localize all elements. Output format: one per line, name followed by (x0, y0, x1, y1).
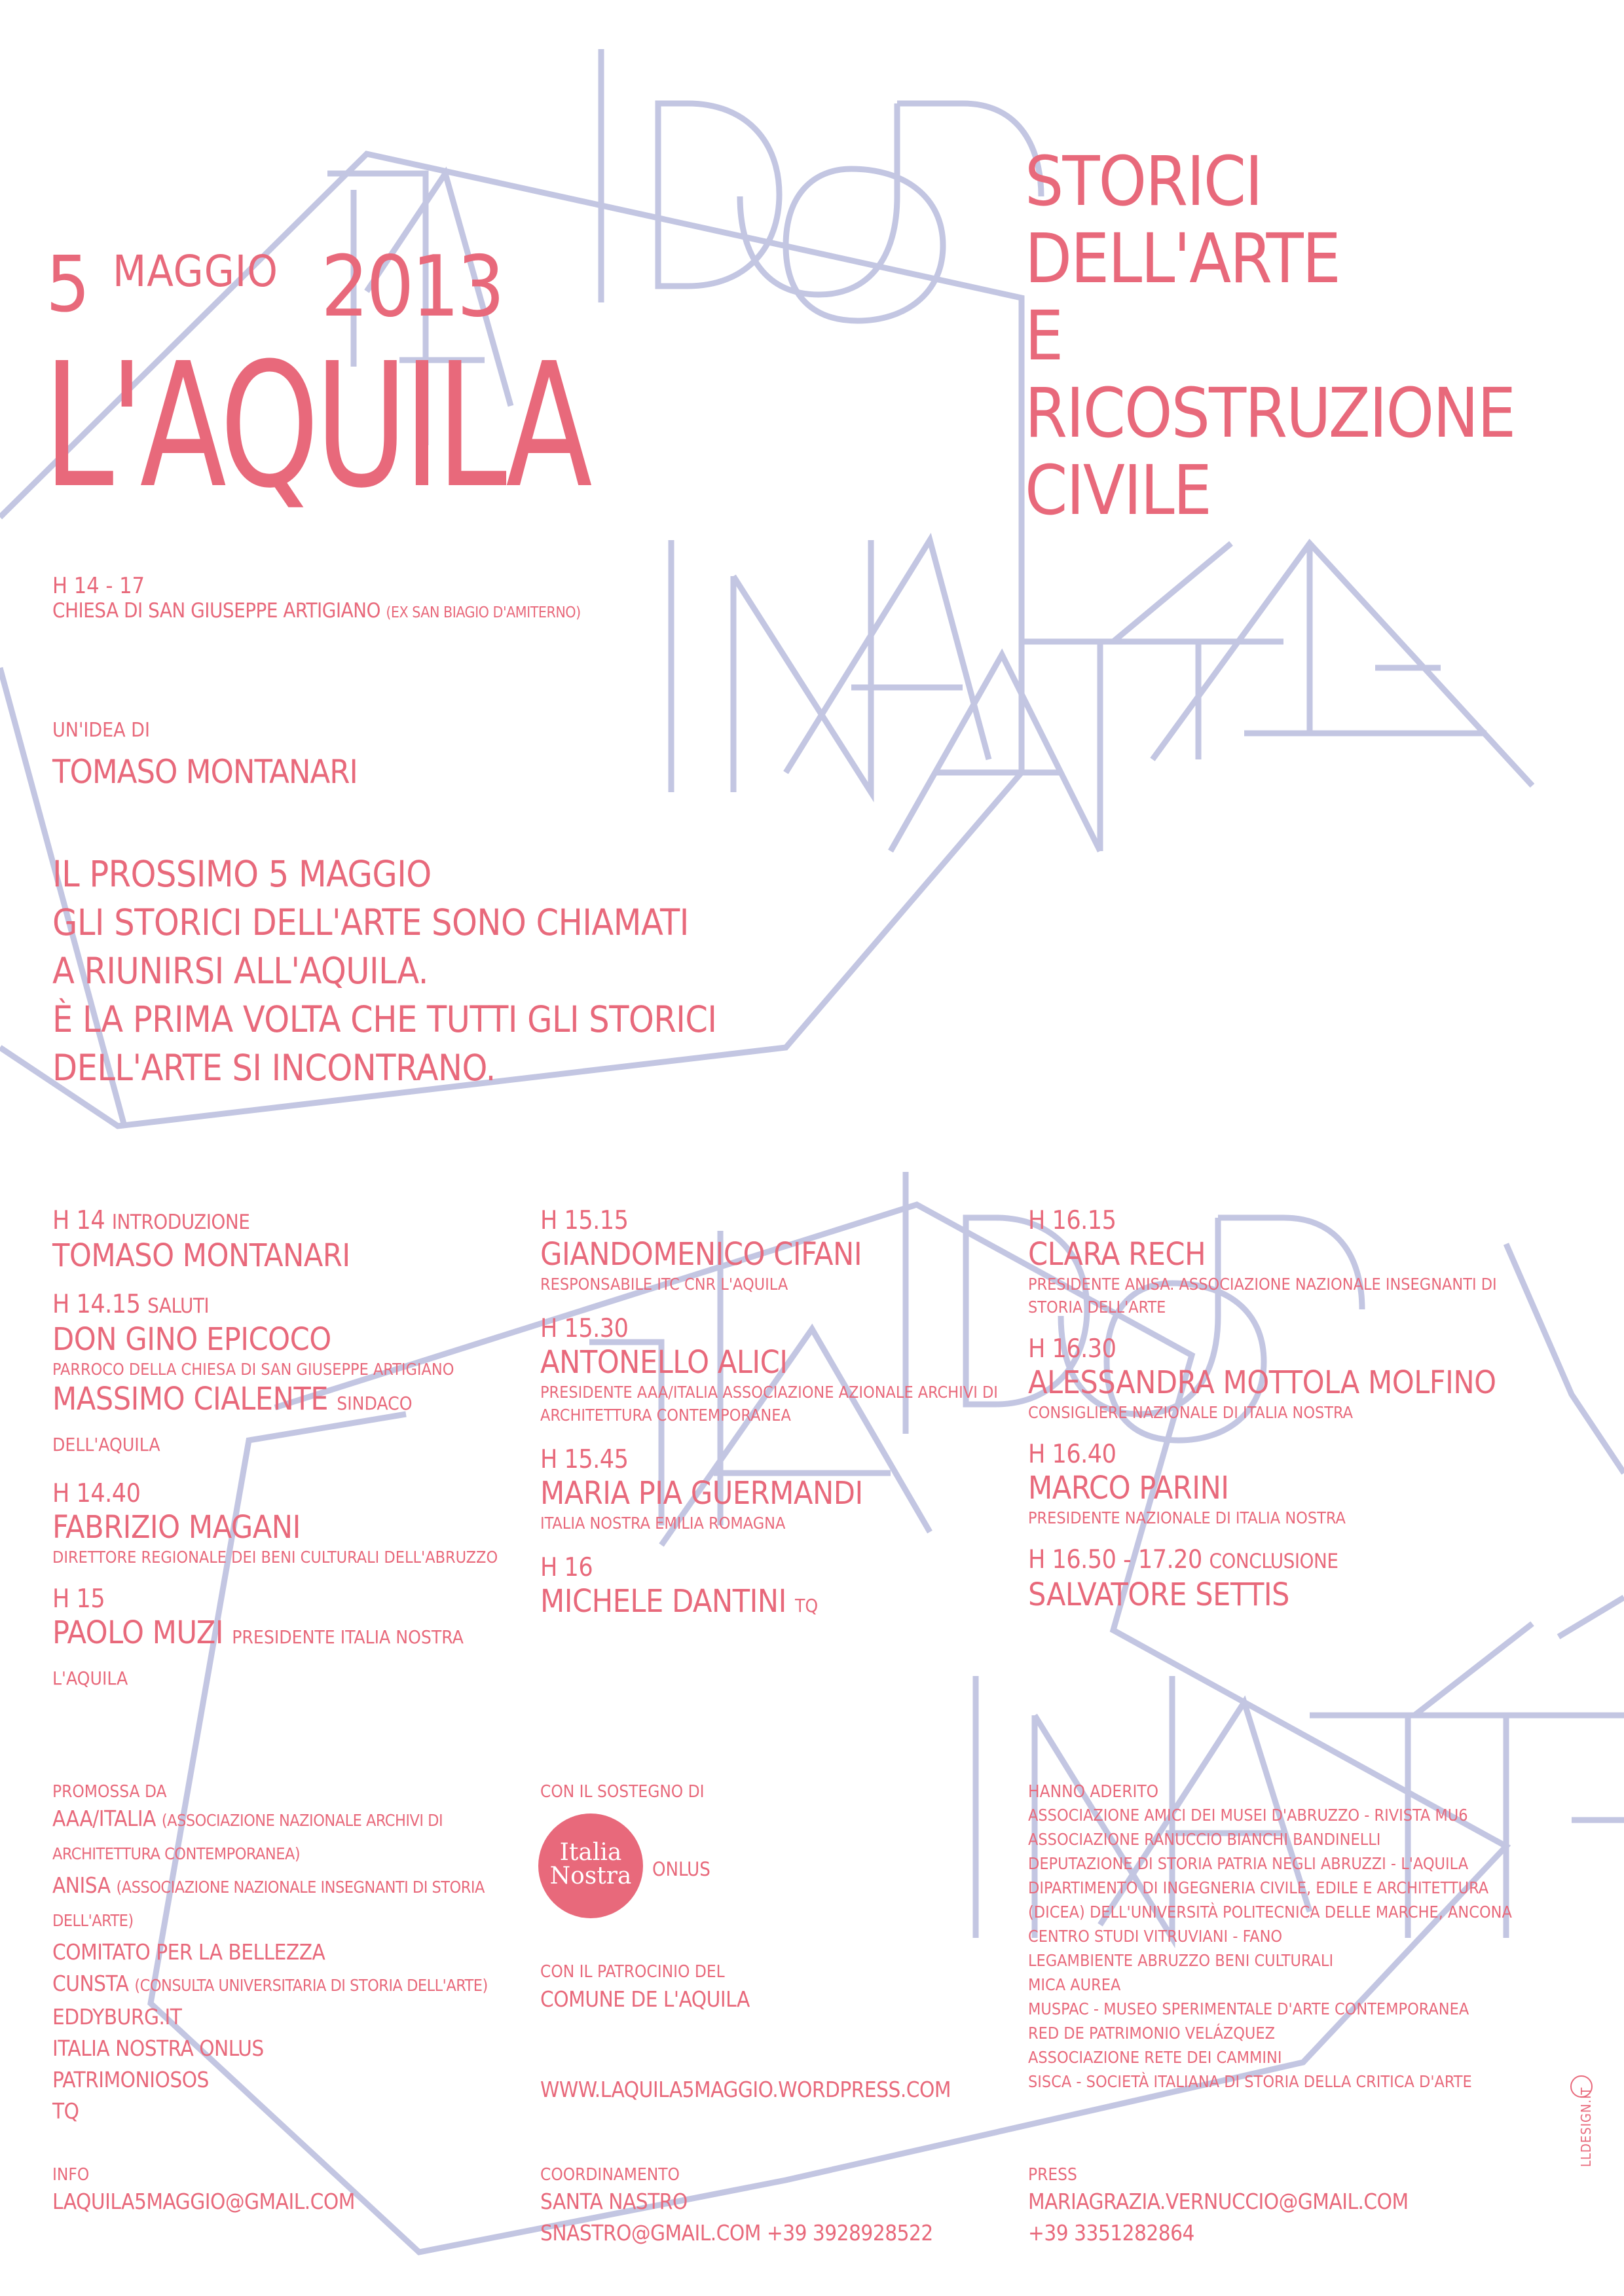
designer-credit (1559, 2075, 1598, 2232)
programme-column-2 (540, 1206, 1012, 1643)
programme-slot (1028, 1440, 1526, 1529)
time-note: CONCLUSIONE (1209, 1550, 1338, 1573)
subject-line: STORICI (1025, 141, 1262, 221)
subject-line: E (1025, 296, 1063, 376)
coordination-contact[interactable]: SNASTRO@GMAIL.COM +39 3928928522 (540, 2220, 933, 2246)
time-note: SALUTI (147, 1294, 210, 1318)
speaker-name (52, 1381, 524, 1463)
adhered-item: ASSOCIAZIONE RANUCCIO BIANCHI BANDINELLI (1028, 1830, 1381, 1849)
speaker-name: ANTONELLO ALICI (540, 1344, 788, 1381)
speaker-role: PRESIDENTE NAZIONALE DI ITALIA NOSTRA (1028, 1508, 1346, 1527)
adhered-item: (DICEA) DELL'UNIVERSITÀ POLITECNICA DELLE MARCHE, ANCONA (1028, 1903, 1512, 1922)
speaker-role: DIRETTORE REGIONALE DEI BENI CULTURALI DELL'ABRUZZO (52, 1548, 498, 1567)
promoter-name: CUNSTA (52, 1971, 129, 1996)
speaker-role: CONSIGLIERE NAZIONALE DI ITALIA NOSTRA (1028, 1403, 1354, 1422)
venue-name: CHIESA DI SAN GIUSEPPE ARTIGIANO (52, 599, 380, 623)
adhered-item: LEGAMBIENTE ABRUZZO BENI CULTURALI (1028, 1951, 1334, 1970)
programme-slot (1028, 1206, 1526, 1319)
promoter-note: (ASSOCIAZIONE NAZIONALE ARCHIVI DI ARCHITETTURA CONTEMPORANEA) (52, 1811, 443, 1863)
slot-time (52, 1290, 524, 1321)
event-venue (52, 599, 581, 623)
time-note: INTRODUZIONE (111, 1211, 250, 1234)
promoter-note: (ASSOCIAZIONE NAZIONALE INSEGNANTI DI STORIA DELL'ARTE) (52, 1878, 485, 1930)
idea-author: TOMASO MONTANARI (52, 753, 358, 791)
speaker-name: MARCO PARINI (1028, 1470, 1229, 1506)
speaker-role: ITALIA NOSTRA EMILIA ROMAGNA (540, 1514, 786, 1533)
adhered-item: MICA AUREA (1028, 1975, 1121, 1994)
promoter-item: PATRIMONIOSOS (52, 2067, 209, 2092)
slot-time: H 15.45 (540, 1445, 629, 1474)
intro-line: GLI STORICI DELL'ARTE SONO CHIAMATI (52, 902, 689, 943)
slot-time: H 14.40 (52, 1479, 141, 1508)
event-city: L'AQUILA (43, 326, 588, 526)
info-email[interactable]: LAQUILA5MAGGIO@GMAIL.COM (52, 2189, 355, 2214)
programme-slot (52, 1206, 524, 1274)
italia-nostra-logo (538, 1813, 643, 1918)
speaker-name-2: MASSIMO CIALENTE (52, 1381, 329, 1417)
coordination-block (540, 2164, 933, 2249)
subject-line: DELL'ARTE (1025, 219, 1340, 299)
speaker-note: TQ (795, 1595, 819, 1616)
website-link[interactable]: WWW.LAQUILA5MAGGIO.WORDPRESS.COM (540, 2077, 951, 2102)
adhered-item: MUSPAC - MUSEO SPERIMENTALE D'ARTE CONTEMPORANEA (1028, 1999, 1469, 2018)
event-year: 2013 (321, 238, 502, 336)
speaker-name: GIANDOMENICO CIFANI (540, 1236, 862, 1273)
programme-slot (1028, 1545, 1526, 1613)
promoter-item (52, 1870, 498, 1937)
speaker-role: PARROCO DELLA CHIESA DI SAN GIUSEPPE ARTIGIANO (52, 1360, 454, 1379)
adhered-item: SISCA - SOCIETÀ ITALIANA DI STORIA DELLA CRITICA D'ARTE (1028, 2072, 1472, 2091)
logo-circle (538, 1813, 643, 1918)
speaker-name (52, 1614, 524, 1697)
programme-slot (1028, 1334, 1526, 1424)
venue-note: (EX SAN BIAGIO D'AMITERNO) (386, 604, 581, 621)
promoted-by (52, 1781, 498, 2127)
speaker-name: ALESSANDRA MOTTOLA MOLFINO (1028, 1364, 1496, 1401)
adhered-item: CENTRO STUDI VITRUVIANI - FANO (1028, 1927, 1283, 1946)
subject-line: CIVILE (1025, 450, 1211, 530)
time-value: H 14 (52, 1206, 105, 1235)
coordination-label: COORDINAMENTO (540, 2165, 680, 2185)
promoter-name: AAA/ITALIA (52, 1806, 156, 1831)
idea-label: UN'IDEA DI (52, 719, 150, 742)
intro-line: A RIUNIRSI ALL'AQUILA. (52, 950, 428, 992)
slot-time (52, 1206, 524, 1237)
programme-slot (540, 1553, 1012, 1624)
slot-time: H 16.15 (1028, 1206, 1116, 1235)
programme-slot (52, 1290, 524, 1463)
adhered-item: DEPUTAZIONE DI STORIA PATRIA NEGLI ABRUZZI - L'AQUILA (1028, 1854, 1469, 1873)
slot-time: H 16.40 (1028, 1440, 1116, 1469)
support-suffix: ONLUS (652, 1858, 710, 1880)
event-month: MAGGIO (113, 246, 278, 297)
intro-line: DELL'ARTE SI INCONTRANO. (52, 1047, 496, 1089)
patronage-label: CON IL PATROCINIO DEL (540, 1962, 725, 1982)
promoted-label: PROMOSSA DA (52, 1782, 167, 1802)
promoter-item (52, 1803, 498, 1870)
slot-time: H 15 (52, 1584, 105, 1614)
intro-text (52, 850, 716, 1092)
press-phone[interactable]: +39 3351282864 (1028, 2220, 1194, 2246)
slot-time: H 16.30 (1028, 1334, 1116, 1364)
intro-line: È LA PRIMA VOLTA CHE TUTTI GLI STORICI (52, 998, 717, 1040)
time-value: H 14.15 (52, 1290, 141, 1319)
speaker-note: PRESIDENTE ITALIA NOSTRA L'AQUILA (52, 1626, 464, 1689)
logo-text-line-2: Nostra (549, 1863, 632, 1889)
programme-slot (540, 1314, 1012, 1427)
speaker-role: PRESIDENTE ANISA. ASSOCIAZIONE NAZIONALE INSEGNANTI DI STORIA DELL'ARTE (1028, 1275, 1497, 1317)
promoter-note: (CONSULTA UNIVERSITARIA DI STORIA DELL'ARTE) (134, 1976, 488, 1995)
promoter-item: ITALIA NOSTRA ONLUS (52, 2035, 264, 2061)
subject-line: RICOSTRUZIONE (1025, 373, 1515, 453)
press-label: PRESS (1028, 2165, 1077, 2185)
adhered-label: HANNO ADERITO (1028, 1782, 1159, 1802)
adhered-item: DIPARTIMENTO DI INGEGNERIA CIVILE, EDILE E ARCHITETTURA (1028, 1878, 1489, 1897)
adhered-item: ASSOCIAZIONE RETE DEI CAMMINI (1028, 2048, 1282, 2067)
slot-time: H 15.30 (540, 1314, 629, 1343)
coordination-name: SANTA NASTRO (540, 2189, 688, 2214)
slot-time: H 15.15 (540, 1206, 629, 1235)
promoter-item: COMITATO PER LA BELLEZZA (52, 1939, 325, 1965)
event-subject (1025, 141, 1515, 534)
speaker-name-text: MICHELE DANTINI (540, 1583, 786, 1620)
patronage-name: COMUNE DE L'AQUILA (540, 1986, 750, 2012)
promoter-name: ANISA (52, 1872, 111, 1898)
speaker-name: DON GINO EPICOCO (52, 1321, 331, 1358)
promoter-item: EDDYBURG.IT (52, 2004, 182, 2030)
adhered-list (1028, 1781, 1539, 2094)
speaker-name-text: PAOLO MUZI (52, 1614, 224, 1651)
logo-text-line-1: Italia (559, 1839, 622, 1866)
promoter-item: TQ (52, 2098, 79, 2124)
speaker-role: RESPONSABILE ITC CNR L'AQUILA (540, 1275, 788, 1294)
speaker-role: PRESIDENTE AAA/ITALIA ASSOCIAZIONE AZIONALE ARCHIVI DI ARCHITETTURA CONTEMPORANEA (540, 1383, 998, 1425)
speaker-name: MARIA PIA GUERMANDI (540, 1475, 863, 1512)
press-block (1028, 2164, 1409, 2249)
adhered-item: ASSOCIAZIONE AMICI DEI MUSEI D'ABRUZZO - RIVISTA MU6 (1028, 1806, 1468, 1825)
programme-column-3 (1028, 1206, 1526, 1629)
time-value: H 16.50 - 17.20 (1028, 1545, 1202, 1575)
promoter-item (52, 1968, 498, 2001)
speaker-name: SALVATORE SETTIS (1028, 1576, 1289, 1613)
programme-slot (540, 1206, 1012, 1296)
programme-slot (52, 1479, 524, 1569)
speaker-note: SINDACO DELL'AQUILA (52, 1393, 413, 1455)
event-time: H 14 - 17 (52, 573, 145, 599)
programme-slot (540, 1445, 1012, 1535)
programme-column-1 (52, 1206, 524, 1713)
speaker-name: CLARA RECH (1028, 1236, 1206, 1273)
speaker-name: FABRIZIO MAGANI (52, 1509, 301, 1546)
designer-credit-text: LLDESIGN.IT (1578, 2086, 1594, 2167)
slot-time (1028, 1545, 1526, 1576)
adhered-item: RED DE PATRIMONIO VELÁZQUEZ (1028, 2024, 1276, 2043)
info-label: INFO (52, 2165, 90, 2185)
slot-time: H 16 (540, 1553, 593, 1582)
event-day: 5 (46, 239, 89, 329)
info-block (52, 2164, 355, 2217)
speaker-name (540, 1583, 1012, 1624)
speaker-name: TOMASO MONTANARI (52, 1237, 350, 1274)
press-email[interactable]: MARIAGRAZIA.VERNUCCIO@GMAIL.COM (1028, 2189, 1409, 2214)
programme-slot (52, 1584, 524, 1697)
support-label: CON IL SOSTEGNO DI (540, 1782, 705, 1802)
intro-line: IL PROSSIMO 5 MAGGIO (52, 853, 432, 895)
